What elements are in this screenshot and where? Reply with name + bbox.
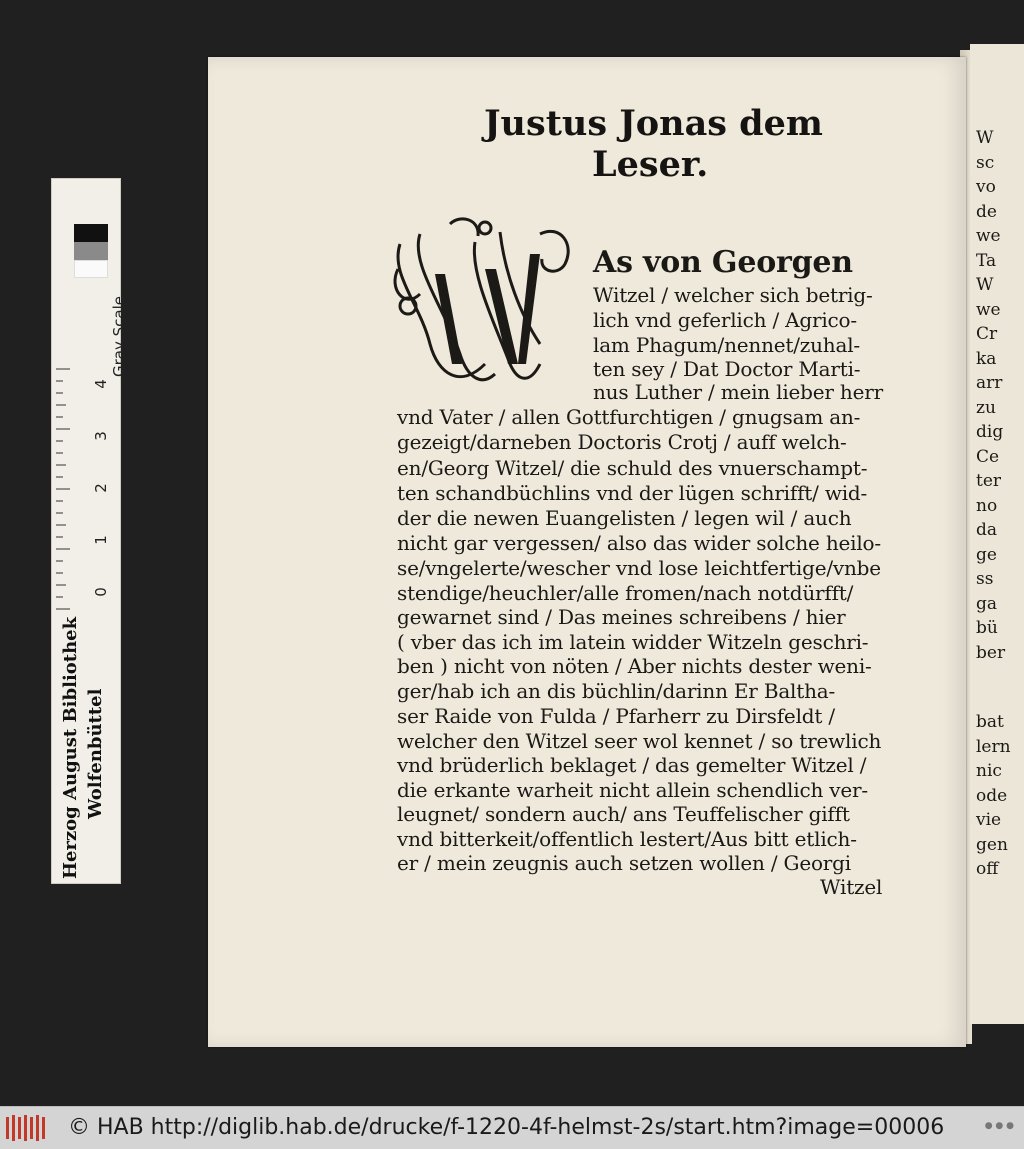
next-page-fragment: bat (976, 712, 1004, 732)
hab-logo-icon (4, 1113, 48, 1143)
next-page-fragment: ka (976, 348, 997, 369)
gray-scale-strip (51, 178, 128, 884)
text-line-6: nus Luther / mein lieber herr (593, 380, 883, 404)
decorated-initial-w-icon (390, 214, 582, 398)
text-line-22: die erkante warheit nicht allein schendlich ver- (397, 778, 868, 802)
next-page (970, 44, 1024, 1024)
next-page-fragment: ga (976, 593, 998, 614)
ruler-tick-2: 2 (91, 483, 110, 493)
ruler-tick-3: 3 (91, 431, 110, 441)
next-page-fragment: Ta (976, 250, 997, 271)
next-page-fragment: lern (976, 736, 1011, 757)
text-line-23: leugnet/ sondern auch/ ans Teuffelischer gifft (397, 802, 850, 826)
footer-ellipsis-icon: ● ● ● (984, 1121, 1014, 1131)
scale-swatch-white (74, 260, 108, 278)
text-line-16: ( vber das ich im latein widder Witzeln geschri- (397, 630, 869, 654)
text-line-13: se/vngelerte/wescher vnd lose leichtfertige/vnbe (397, 556, 881, 580)
next-page-fragment: dig (976, 422, 1004, 442)
text-line-12: nicht gar vergessen/ also das wider solche heilo- (397, 531, 881, 555)
ruler-tick-1: 1 (91, 535, 110, 545)
text-line-8: gezeigt/darneben Doctoris Crotj / auff welch- (397, 430, 847, 454)
next-page-fragment: W (976, 128, 994, 148)
next-page-fragment: Cr (976, 324, 998, 344)
next-page-fragment: bü (976, 618, 998, 638)
footer-copyright-url[interactable]: © HAB http://diglib.hab.de/drucke/f-1220-4f-helmst-2s/start.htm?image=00006 (68, 1115, 945, 1140)
ruler-ticks (56, 359, 76, 619)
next-page-fragment: gen (976, 834, 1008, 855)
text-line-17: ben ) nicht von nöten / Aber nichts dester weni- (397, 654, 872, 678)
next-page-fragment: zu (976, 397, 996, 418)
text-line-1: As von Georgen (593, 245, 853, 280)
text-line-20: welcher den Witzel seer wol kennet / so trewlich (397, 729, 882, 753)
gray-scale-label: Gray Scale (110, 296, 128, 377)
text-line-10: ten schandbüchlins vnd der lügen schrifft/ wid- (397, 481, 868, 505)
next-page-fragment: no (976, 495, 998, 516)
scale-swatch-gray (74, 242, 108, 260)
next-page-fragment: de (976, 201, 997, 222)
next-page-fragment: ge (976, 544, 997, 565)
text-line-18: ger/hab ich an dis büchlin/darinn Er Baltha- (397, 679, 836, 703)
ruler-tick-0: 0 (91, 587, 110, 597)
footer-bar (0, 1106, 1024, 1149)
next-page-fragment: Ce (976, 446, 1000, 467)
text-line-3: lich vnd geferlich / Agrico- (593, 308, 857, 332)
ruler-tick-4: 4 (91, 379, 110, 389)
text-line-19: ser Raide von Fulda / Pfarherr zu Dirsfeldt / (397, 704, 835, 728)
next-page-fragment: we (976, 299, 1001, 320)
page-heading-line1: Justus Jonas dem (484, 103, 823, 144)
library-name-line1: Herzog August Bibliothek (60, 616, 81, 879)
library-name-line2: Wolfenbüttel (85, 688, 106, 819)
text-line-25: er / mein zeugnis auch setzen wollen / Georgi (397, 851, 851, 875)
text-line-7: vnd Vater / allen Gottfurchtigen / gnugsam an- (397, 405, 861, 429)
next-page-fragment: da (976, 520, 998, 540)
next-page-fragment: ter (976, 471, 1002, 491)
next-page-fragment: ber (976, 642, 1006, 663)
next-page-fragment: nic (976, 761, 1002, 781)
next-page-fragment: arr (976, 373, 1003, 393)
text-line-26: Witzel (820, 875, 883, 899)
text-line-24: vnd bitterkeit/offentlich lestert/Aus bitt etlich- (397, 827, 857, 851)
next-page-fragment: W (976, 275, 994, 295)
text-line-21: vnd brüderlich beklaget / das gemelter Witzel / (397, 753, 867, 777)
text-line-4: lam Phagum/nennet/zuhal- (593, 333, 860, 357)
next-page-fragment: ode (976, 785, 1008, 806)
text-line-5: ten sey / Dat Doctor Marti- (593, 357, 861, 381)
next-page-fragment: off (976, 859, 999, 879)
scale-swatch-black (74, 224, 108, 242)
library-name (58, 617, 108, 879)
page-heading-line2: Leser. (592, 144, 709, 185)
next-page-fragment: ss (976, 569, 994, 589)
next-page-fragment: vo (976, 177, 996, 197)
text-line-14: stendige/heuchler/alle fromen/nach notdürfft/ (397, 581, 854, 605)
next-page-fragment: vie (976, 810, 1002, 830)
text-line-9: en/Georg Witzel/ die schuld des vnuerschampt- (397, 456, 868, 480)
text-line-15: gewarnet sind / Das meines schreibens / hier (397, 605, 846, 629)
next-page-fragment: we (976, 226, 1001, 246)
text-line-2: Witzel / welcher sich betrig- (593, 283, 873, 307)
text-line-11: der die newen Euangelisten / legen wil / auch (397, 506, 852, 530)
next-page-fragment: sc (976, 152, 995, 173)
